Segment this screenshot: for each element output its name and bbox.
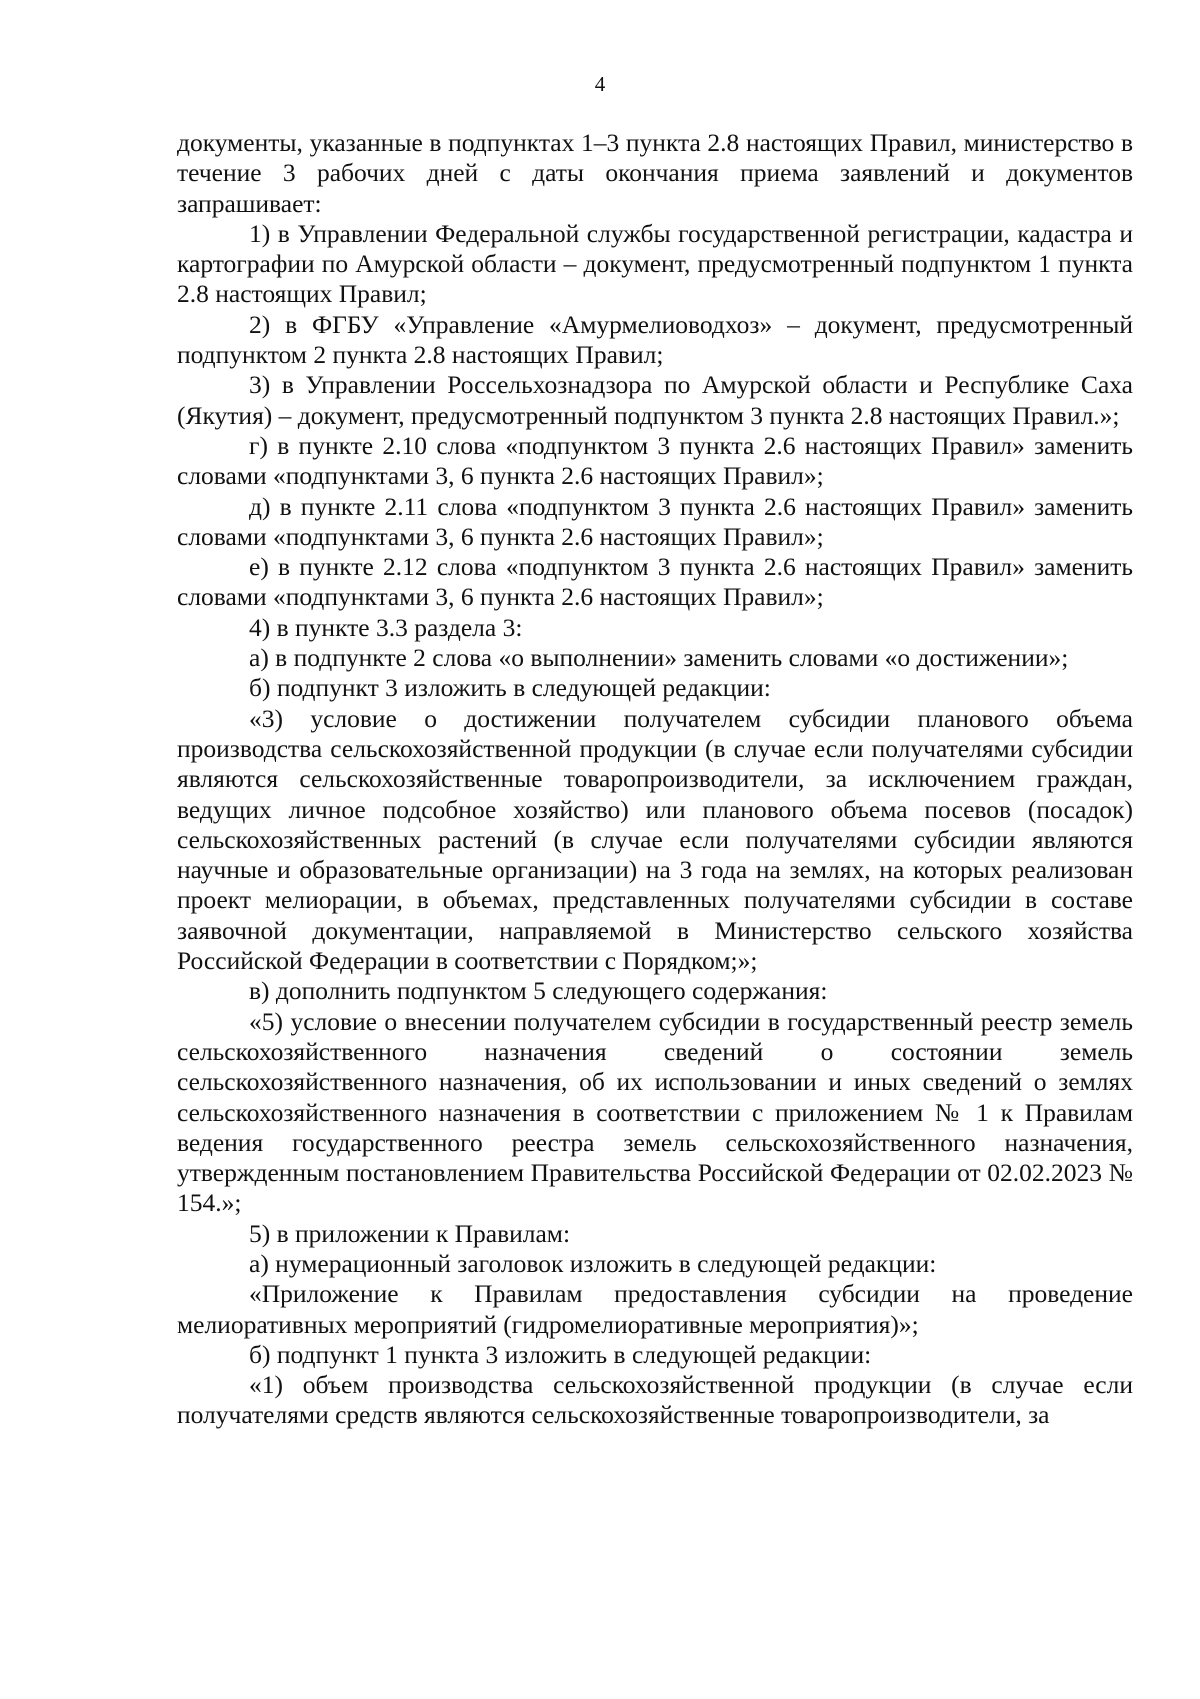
paragraph: 5) в приложении к Правилам: bbox=[249, 1218, 571, 1248]
paragraph: 2) в ФГБУ «Управление «Амурмелиоводхоз» – документ, предусмотренный подпунктом 2 пункта 2.8 настоящих Правил; bbox=[177, 309, 1133, 370]
document-body bbox=[177, 128, 1133, 1431]
paragraph: е) в пункте 2.12 слова «подпунктом 3 пункта 2.6 настоящих Правил» заменить словами «подпунктами 3, 6 пункта 2.6 настоящих Правил»; bbox=[177, 552, 1133, 612]
page-number: 4 bbox=[594, 72, 606, 96]
paragraph: б) подпункт 1 пункта 3 изложить в следующей редакции: bbox=[249, 1339, 872, 1369]
paragraph: д) в пункте 2.11 слова «подпунктом 3 пункта 2.6 настоящих Правил» заменить словами «подпунктами 3, 6 пункта 2.6 настоящих Правил»; bbox=[177, 491, 1133, 551]
paragraph: а) нумерационный заголовок изложить в следующей редакции: bbox=[249, 1248, 937, 1278]
paragraph: б) подпункт 3 изложить в следующей редакции: bbox=[249, 673, 771, 703]
paragraph: 3) в Управлении Россельхознадзора по Амурской области и Республике Саха (Якутия) – документ, предусмотренный подпунктом 3 пункта 2.8 настоящих Правил.»; bbox=[177, 370, 1133, 430]
paragraph: «1) объем производства сельскохозяйственной продукции (в случае если получателями средств являются сельскохозяйственные товаропроизводители, за bbox=[177, 1370, 1133, 1430]
paragraph: 4) в пункте 3.3 раздела 3: bbox=[249, 612, 523, 642]
paragraph: «Приложение к Правилам предоставления субсидии на проведение мелиоративных мероприятий (гидромелиоративные мероприятия)»; bbox=[177, 1279, 1133, 1339]
paragraph: г) в пункте 2.10 слова «подпунктом 3 пункта 2.6 настоящих Правил» заменить словами «подпунктами 3, 6 пункта 2.6 настоящих Правил»; bbox=[177, 430, 1133, 491]
paragraph: «5) условие о внесении получателем субсидии в государственный реестр земель сельскохозяйственного назначения сведений о состоянии земель сельскохозяйственного назначения, об их использовании и иных сведений о землях сельскохозяйственного назначения в соответствии с приложением № 1 к Правилам ведения государственного реестра земель сельскохозяйственного назначения, утвержденным постановлением Правительства Российской Федерации от 02.02.2023 № 154.»; bbox=[177, 1006, 1133, 1218]
paragraph: «3) условие о достижении получателем субсидии планового объема производства сельскохозяйственной продукции (в случае если получателями субсидии являются сельскохозяйственные товаропроизводители, за исключением граждан, ведущих личное подсобное хозяйство) или планового объема посевов (посадок) сельскохозяйственных растений (в случае если получателями субсидии являются научные и образовательные организации) на 3 года на землях, на которых реализован проект мелиорации, в объемах, представленных получателями субсидии в составе заявочной документации, направляемой в Министерство сельского хозяйства Российской Федерации в соответствии с Порядком;»; bbox=[177, 703, 1133, 976]
paragraph: 1) в Управлении Федеральной службы государственной регистрации, кадастра и картографии по Амурской области – документ, предусмотренный подпунктом 1 пункта 2.8 настоящих Правил; bbox=[177, 218, 1133, 309]
paragraph: документы, указанные в подпунктах 1–3 пункта 2.8 настоящих Правил, министерство в течение 3 рабочих дней с даты окончания приема заявлений и документов запрашивает: bbox=[177, 128, 1133, 218]
paragraph: в) дополнить подпунктом 5 следующего содержания: bbox=[249, 976, 828, 1006]
paragraph: а) в подпункте 2 слова «о выполнении» заменить словами «о достижении»; bbox=[249, 643, 1069, 673]
